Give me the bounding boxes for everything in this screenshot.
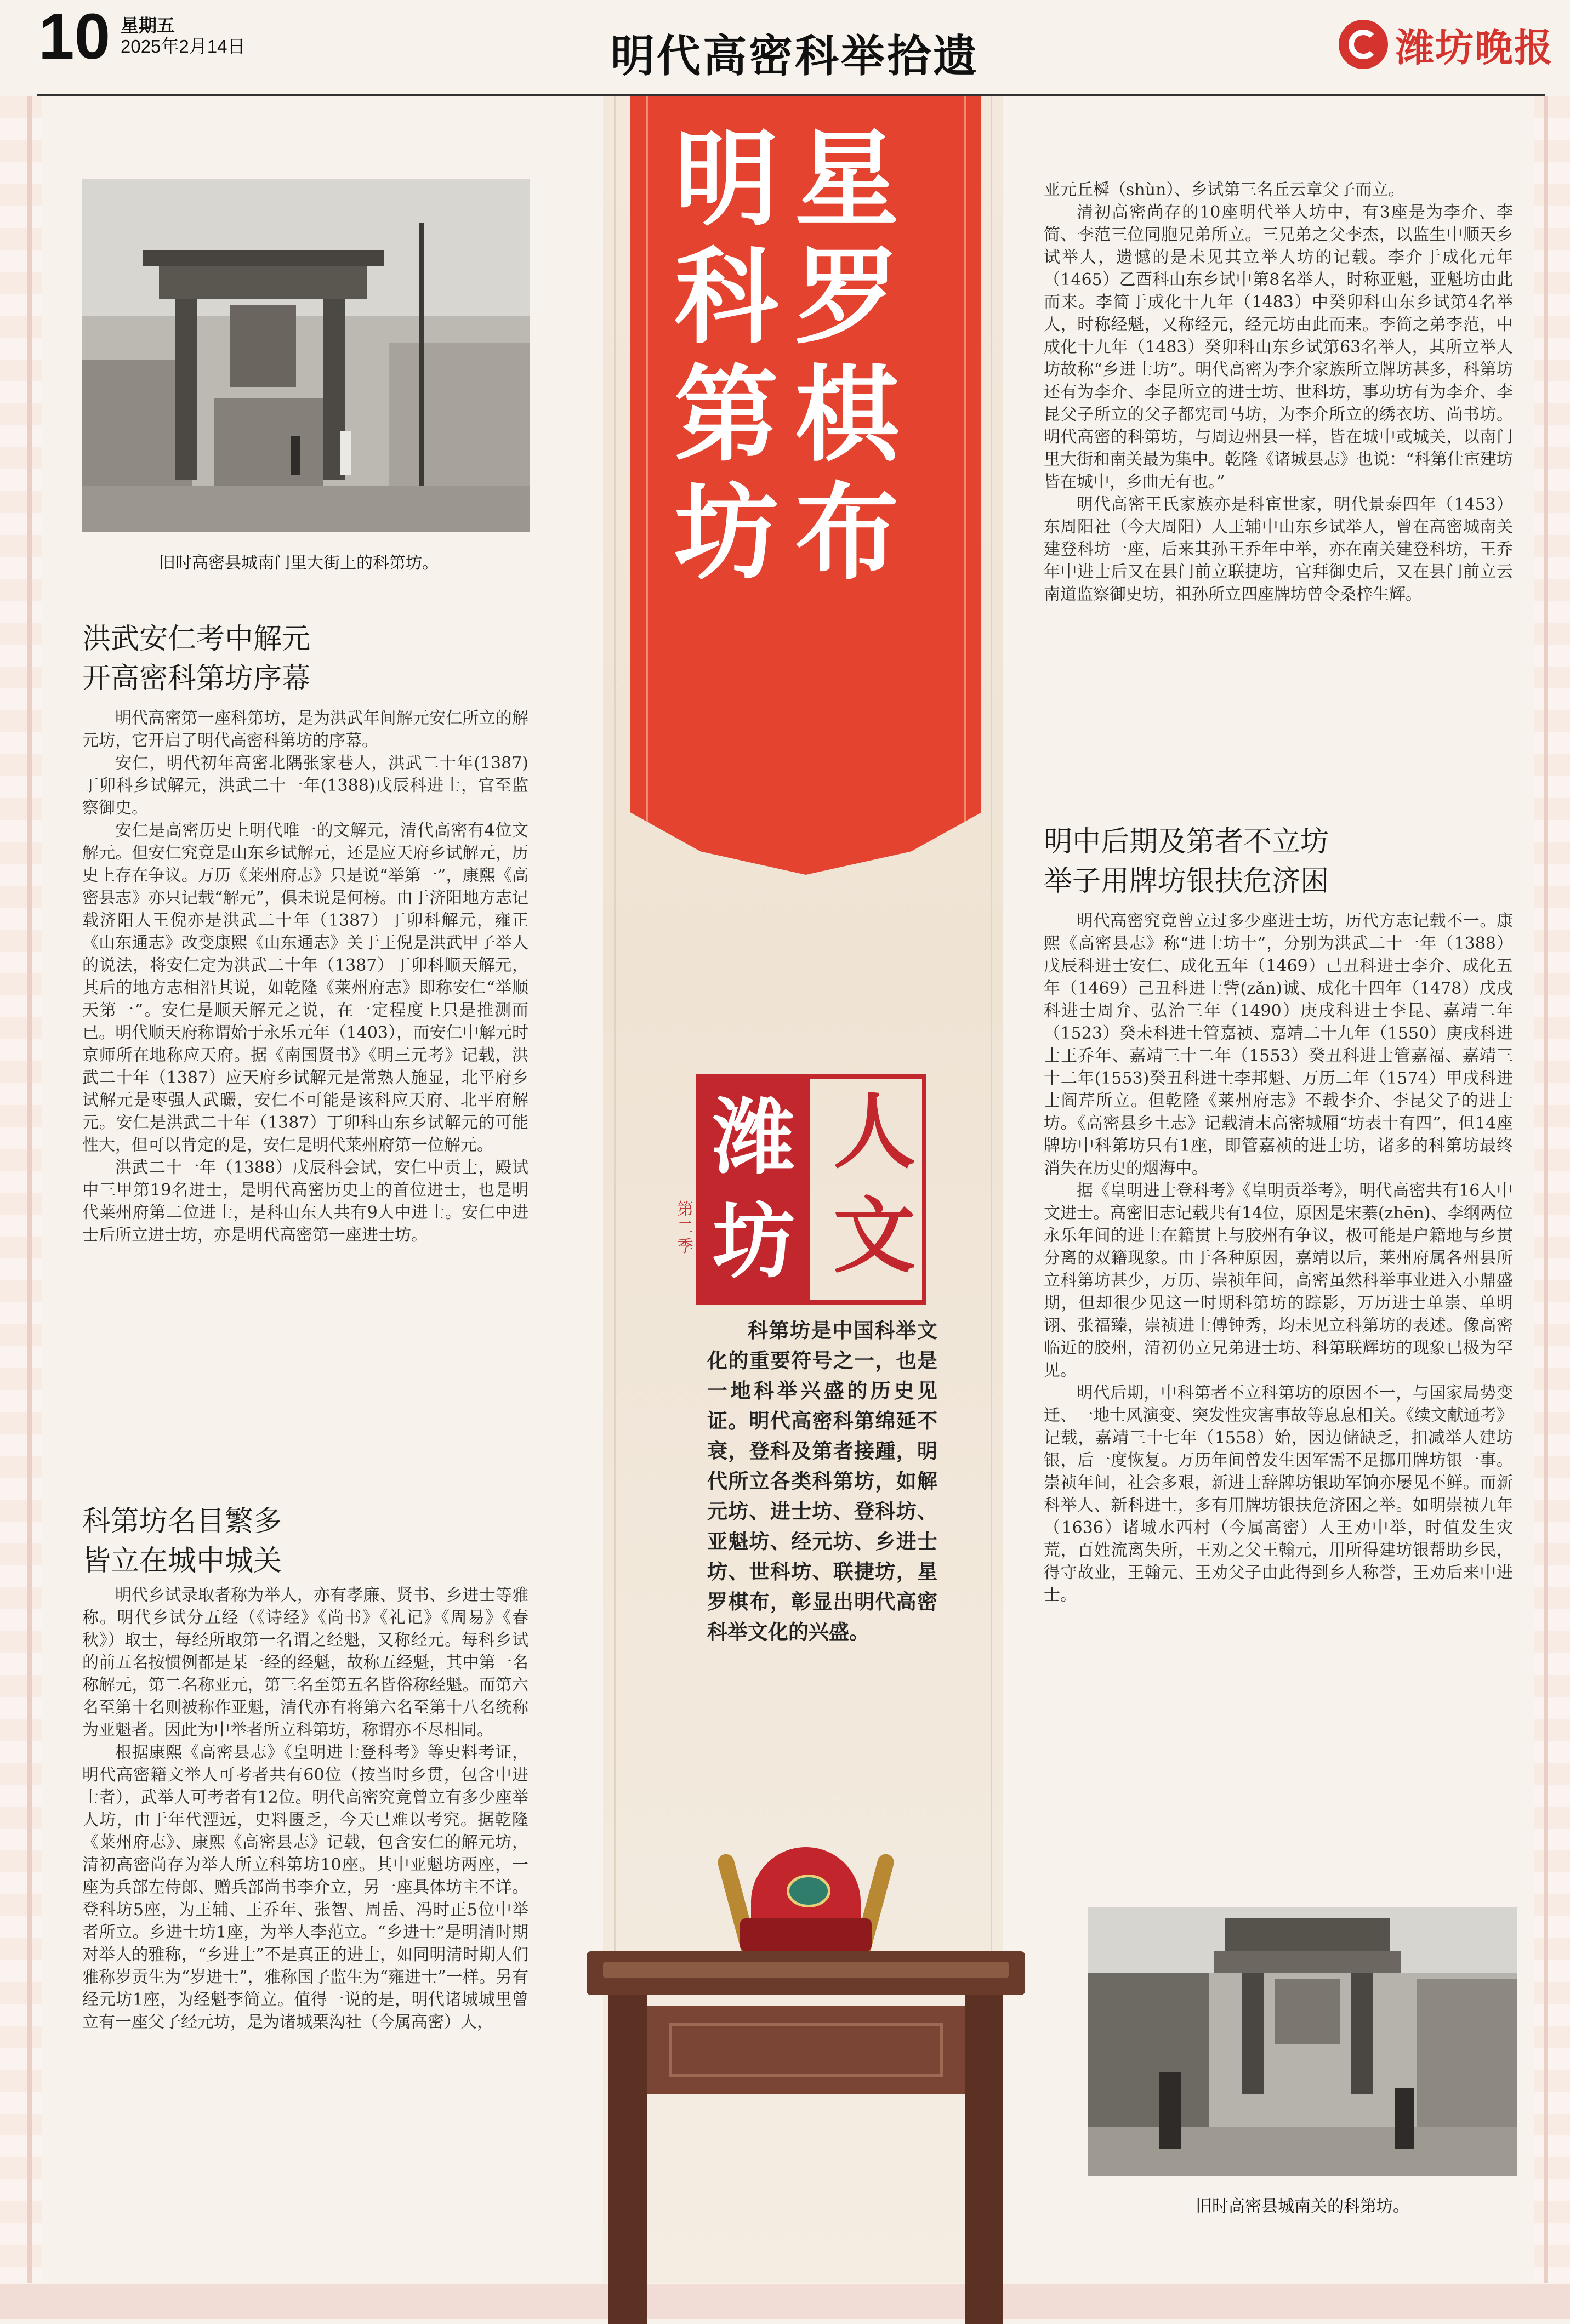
decorative-border-bottom	[0, 2284, 1570, 2319]
headline-char: 第	[674, 355, 778, 476]
photo-south-gate-street-archway	[82, 179, 530, 532]
photo-caption-south-gate: 旧时高密县城南门里大街上的科第坊。	[159, 554, 439, 573]
decorative-border-left	[0, 96, 42, 2283]
section-body-1: 明代高密第一座科第坊，是为洪武年间解元安仁所立的解元坊，它开启了明代高密科第坊的序幕。 安仁，明代初年高密北隅张家巷人，洪武二十年(1387)丁卯科乡试解元，洪武二十一年(1388)戊辰科进士，官至监察御史。 安仁是高密历史上明代唯一的文解元，清代高密有4位文解元。但安仁究竟是山东乡试解元，还是应天府乡试解元，历史上存在争议。万历《莱州府志》只是说“举第一”，康熙《高密县志》亦只记载“解元”，俱未说是何榜。由于济阳地方志记载济阳人王倪亦是洪武二十年（1387）丁卯科解元，雍正《山东通志》改变康熙《山东通志》关于王倪是洪武甲子举人的说法，将安仁定为洪武二十年（1387）丁卯科顺天解元，其后的地方志相沿其说，如乾隆《莱州府志》即称安仁“举顺天第一”。安仁是顺天解元之说，在一定程度上只是推测而已。明代顺天府称谓始于永乐元年（1403），而安仁中解元时京师所在地称应天府。据《南国贤书》《明三元考》记载，洪武二十年（1387）应天府乡试解元是常熟人施显，北平府乡试解元是枣强人武曮，安仁不可能是该科应天府、北平府解元。安仁是洪武二十年（1387）丁卯科山东乡试解元的可能性大，但可以肯定的是，安仁是明代莱州府第一位解元。 洪武二十一年（1388）戊辰科会试，安仁中贡士，殿试中三甲第19名进士，是明代高密历史上的首位进士，也是明代莱州府第二位进士，是科山东人共有9人中进士。安仁中进士后所立进士坊，亦是明代高密第一座进士坊。	[82, 709, 528, 1245]
headline-line-2	[658, 121, 795, 592]
lead-paragraph: 科第坊是中国科举文化的重要符号之一，也是一地科举兴盛的历史见证。明代高密科第绵延不衰，登科及第者接踵，明代所立各类科第坊，如解元坊、进士坊、登科坊、亚魁坊、经元坊、乡进士坊、世科坊、联捷坊，星罗棋布，彰显出明代高密科举文化的兴盛。	[707, 1319, 937, 1644]
headline-char: 布	[794, 472, 899, 594]
section-heading-3: 明中后期及第者不立坊 举子用牌坊银扶危济困	[1044, 825, 1329, 898]
section-body-2: 明代乡试录取者称为举人，亦有孝廉、贤书、乡进士等雅称。明代乡试分五经（《诗经》《尚书》《礼记》《周易》《春秋》）取士，每经所取第一名谓之经魁，又称经元。每科乡试的前五名按惯例都是某一经的经魁，故称五经魁，其中第一名称解元，第二名称亚元，第三名至第五名皆俗称经魁。而第六名至第十名则被称作亚魁，清代亦有将第六名至第十八名统称为亚魁者。因此为中举者所立科第坊，称谓亦不尽相同。 根据康熙《高密县志》《皇明进士登科考》等史料考证，明代高密籍文举人可考者共有60位（按当时乡贯，包含中进士者），武举人可考者有12位。明代高密究竟曾立有多少座举人坊，由于年代湮远，史料匮乏，今天已难以考究。据乾隆《莱州府志》、康熙《高密县志》记载，包含安仁的解元坊，清初高密尚存为举人所立科第坊10座。其中亚魁坊两座，一座为兵部左侍郎、赠兵部尚书李介立，另一座具体坊主不详。登科坊5座，为王辅、王乔年、张智、周岳、冯时正5位中举者所立。乡进士坊1座，为举人李范立。“乡进士”是明清时期对举人的雅称，“乡进士”不是真正的进士，如同明清时期人们雅称岁贡生为“岁进士”，雅称国子监生为“雍进士”一样。另有经元坊1座，为经魁李简立。值得一说的是，明代诸城城里曾立有一座父子经元坊，是为诸城栗沟社（今属高密）人，	[82, 1586, 528, 2032]
newspaper-name: 潍坊晚报	[1396, 25, 1554, 70]
page-header	[0, 0, 1570, 107]
decorative-border-right	[1534, 96, 1570, 2283]
headline-char: 罗	[794, 237, 899, 358]
photo-caption-south-suburb: 旧时高密县城南关的科第坊。	[1196, 2197, 1409, 2216]
section-body-3: 明代高密究竟曾立过多少座进士坊，历代方志记载不一。康熙《高密县志》称“进士坊十”，分别为洪武二十一年（1388）戊辰科进士安仁、成化五年（1469）己丑科进士李介、成化五年（1469）己丑科进士訾(zǎn)诚、成化十四年（1478）戊戌科进士周弁、弘治三年（1490）庚戌科进士李昆、嘉靖二年（1523）癸未科进士管嘉祯、嘉靖二十九年（1550）庚戌科进士王乔年、嘉靖三十二年（1553）癸丑科进士管嘉福、嘉靖三十二年(1553)癸丑科进士李邦魁、万历二年（1574）甲戌科进士阎芹所立。但乾隆《莱州府志》不载李介、李昆父子的进士坊。《高密县乡土志》记载清末高密城厢“坊表十有四”，但14座牌坊中科第坊只有1座，即管嘉祯的进士坊，诸多的科第坊最终消失在历史的烟海中。 据《皇明进士登科考》《皇明贡举考》，明代高密共有16人中文进士。高密旧志记载共有14位，原因是宋蓁(zhēn)、李纲两位永乐年间的进士在籍贯上与胶州有争议，极可能是户籍地与乡贯分离的双籍现象。由于各种原因，嘉靖以后，莱州府属各州县所立科第坊甚少，万历、崇祯年间，高密虽然科举事业进入小鼎盛期，但却很少见这一时期科第坊的踪影，万历进士单崇、单明诩、张福臻，崇祯进士傅钟秀，均未见立科第坊的表述。像高密临近的胶州，清初仍立兄弟进士坊、科第联辉坊的现象已极为罕见。 明代后期，中科第者不立科第坊的原因不一，与国家局势变迁、一地士风演变、突发性灾害事故等息息相关。《续文献通考》记载，嘉靖三十七年（1558）始，因边储缺乏，扣减举人建坊银，后一度恢复。万历年间曾发生因军需不足挪用牌坊银一事。崇祯年间，社会多艰，新进士辞牌坊银助军饷亦屡见不鲜。而新科举人、新科进士，多有用牌坊银扶危济困之举。如明崇祯九年（1636）诸城水西村（今属高密）人王劝中举，时值发生灾荒，百姓流离失所，王劝之父王翰元，用所得建坊银帮助乡民，得守故业，王翰元、王劝父子由此得到乡人称誉，王劝后来中进士。	[1044, 912, 1513, 1605]
headline-char: 科	[674, 237, 778, 358]
weekday: 星期五	[121, 15, 175, 36]
section-heading-2: 科第坊名目繁多 皆立在城中城关	[82, 1505, 282, 1577]
headline-char: 棋	[794, 355, 899, 476]
page-date-block	[121, 15, 245, 57]
seal-char: 潍	[713, 1089, 795, 1186]
seal-char: 人	[833, 1084, 916, 1180]
seal-issue-label: 第二季	[677, 1200, 693, 1256]
continued-body: 亚元丘橓（shùn）、乡试第三名丘云章父子而立。 清初高密尚存的10座明代举人坊中，有3座是为李介、李简、李范三位同胞兄弟所立。三兄弟之父李杰，以监生中顺天乡试举人，遗憾的是未见其立举人坊的记载。李介于成化元年（1465）乙酉科山东乡试中第8名举人，时称亚魁，亚魁坊由此而来。李简于成化十九年（1483）中癸卯科山东乡试第4名举人，时称经魁，又称经元，经元坊由此而来。李简之弟李范，中成化十九年（1483）癸卯科山东乡试第63名举人，其所立举人坊故称“乡进士坊”。明代高密为李介家族所立牌坊甚多，科第坊还有为李介、李昆所立的进士坊、世科坊，事功坊有为李介、李昆父子所立的父子都宪司马坊，为李介所立的绣衣坊、尚书坊。明代高密的科第坊，与周边州县一样，皆在城中或城关，以南门里大街和南关最为集中。乾隆《诸城县志》也说：“科第仕宦建坊皆在城中，乡曲无有也。” 明代高密王氏家族亦是科宦世家，明代景泰四年（1453）东周阳社（今大周阳）人王辅中山东乡试举人，曾在高密城南关建登科坊一座，后来其孙王乔年中举，亦在南关建登科坊，王乔年中进士后又在县门前立联捷坊，官拜御史后，又在县门前立云南道监察御史坊，祖孙所立四座牌坊曾令桑梓生辉。	[1044, 180, 1513, 604]
headline-line-1	[778, 121, 915, 592]
section-title: 明代高密科举拾遗	[611, 31, 979, 82]
headline-char: 坊	[674, 472, 778, 594]
wooden-table-icon	[587, 1951, 1025, 1995]
photo-south-suburb-archway	[1088, 1907, 1517, 2176]
seal-char: 文	[833, 1188, 916, 1284]
masthead-brand[interactable]	[1339, 14, 1554, 75]
issue-date: 2025年2月14日	[121, 36, 246, 56]
official-hat-icon	[729, 1836, 883, 1968]
section-heading-1: 洪武安仁考中解元 开高密科第坊序幕	[82, 623, 311, 695]
headline-char: 星	[794, 119, 899, 240]
page-number: 10	[38, 1, 111, 73]
seal-char: 坊	[713, 1193, 795, 1290]
column-seal-logo	[677, 1074, 926, 1305]
headline-char: 明	[674, 119, 778, 240]
newspaper-logo-icon	[1339, 20, 1388, 69]
